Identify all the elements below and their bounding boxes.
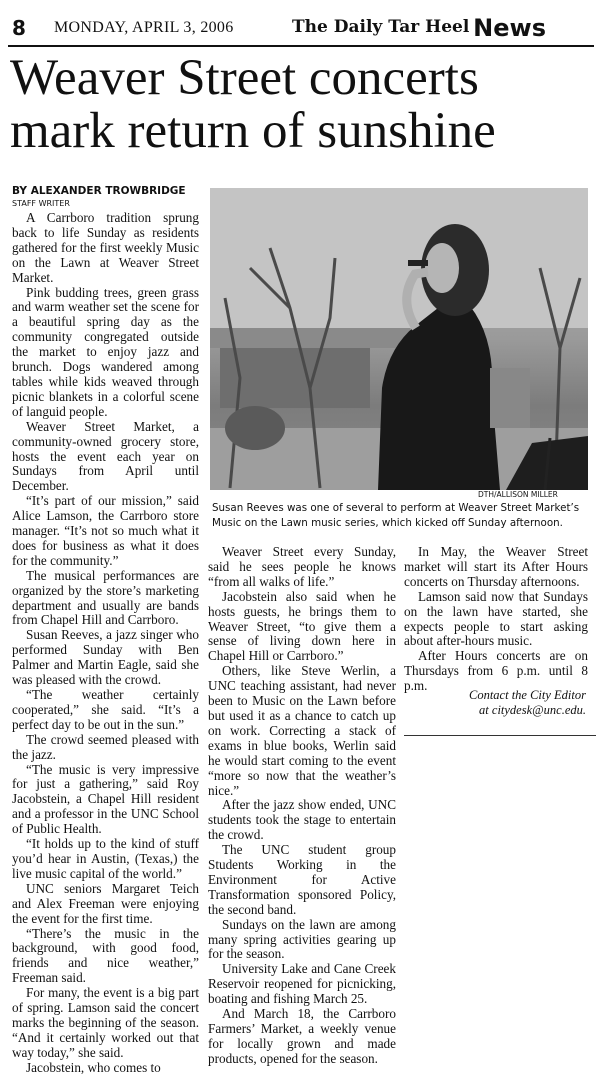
page-header [8, 14, 594, 44]
concert-photo [210, 188, 588, 490]
section-label: News [473, 14, 546, 42]
article-column-1 [12, 184, 199, 1076]
article-paragraph: “The weather certainly cooperated,” she said. “It’s a perfect day to be out in the sun.” [12, 687, 199, 732]
article-paragraph: “The music is very impressive for just a gathering,” said Roy Jacobstein, a Chapel Hill resident and a professor in the UNC School of Public Health. [12, 761, 199, 837]
article-paragraph: Pink budding trees, green grass and warm weather set the scene for a beautiful spring day as the community congregated outside the market to enjoy jazz and brunch. Dogs wandered among tables while kids weaved through picnic blankets in a colorful scene of languid people. [12, 284, 199, 419]
photo-credit: DTH/ALLISON MILLER [478, 490, 558, 499]
end-rule [404, 735, 596, 736]
article-paragraph: UNC seniors Margaret Teich and Alex Freeman were enjoying the event for the first time. [12, 880, 199, 926]
header-rule [8, 45, 594, 47]
article-column-3 [404, 545, 588, 694]
article-paragraph: Jacobstein also said when he hosts guests, he brings them to Weaver Street, “to give them a sense of living down here in Chapel Hill or Carrboro.” [208, 588, 396, 664]
article-paragraph: “There’s the music in the background, with good food, friends and nice weather,” Freeman said. [12, 925, 199, 986]
article-paragraph: A Carrboro tradition sprung back to life Sunday as residents gathered for the first weekly Music on the Lawn at Weaver Street Market. [12, 210, 199, 285]
article-paragraph: The UNC student group Students Working in the Environment for Active Transformation sponsored Policy, the second band. [208, 842, 396, 917]
contact-line-1: Contact the City Editor [468, 688, 586, 702]
page-number: 8 [12, 16, 26, 40]
article-paragraph: And March 18, the Carrboro Farmers’ Market, a weekly venue for locally grown and made products, opened for the season. [208, 1006, 396, 1066]
article-paragraph: For many, the event is a big part of spring. Lamson said the concert marks the beginning of the season. “And it certainly worked out that way today,” she said. [12, 985, 199, 1060]
article-paragraph: University Lake and Cane Creek Reservoir reopened for picnicking, boating and fishing March 25. [208, 961, 396, 1007]
byline: BY ALEXANDER TROWBRIDGE [12, 185, 186, 197]
article-paragraph: Jacobstein, who comes to [26, 1059, 161, 1075]
photo-caption: Susan Reeves was one of several to perform at Weaver Street Market’s Music on the Lawn music series, which kicked off Sunday afternoon. [212, 502, 580, 529]
article-paragraph: Lamson said now that Sundays on the lawn have started, she expects people to start asking about after-hours music. [404, 588, 588, 649]
article-paragraph: The musical performances are organized by the store’s marketing department and usually are bands from Chapel Hill and Carrboro. [12, 567, 199, 628]
article-paragraph: After the jazz show ended, UNC students took the stage to entertain the crowd. [208, 797, 396, 843]
contact-email: at citydesk@unc.edu. [479, 703, 586, 717]
article-paragraph: Others, like Steve Werlin, a UNC teaching assistant, had never been to Music on the Lawn before but used it as a chance to catch up on work. Correcting a stack of exams in blue books, Werlin said he would start coming to the event “more so now that the weather’s nice.” [208, 663, 396, 798]
contact-note [404, 688, 586, 718]
article-paragraph: In May, the Weaver Street market will start its After Hours concerts on Thursday afternoons. [404, 544, 588, 589]
masthead: The Daily Tar Heel [292, 17, 470, 37]
article-paragraph: After Hours concerts are on Thursdays from 6 p.m. until 8 p.m. [404, 648, 588, 694]
byline-title: STAFF WRITER [12, 199, 70, 208]
issue-date: MONDAY, APRIL 3, 2006 [54, 19, 234, 36]
article-paragraph: Weaver Street every Sunday, said he sees people he knows “from all walks of life.” [208, 544, 396, 589]
article-paragraph: Weaver Street Market, a community-owned grocery store, hosts the event each year on Sundays from April until December. [12, 418, 199, 494]
headline: Weaver Street concerts mark return of sunshine [10, 50, 496, 159]
article-paragraph: The crowd seemed pleased with the jazz. [12, 731, 199, 762]
photo-illustration [210, 188, 588, 490]
article-paragraph: “It holds up to the kind of stuff you’d hear in Austin, (Texas,) the live music capital of the world.” [12, 836, 199, 881]
article-paragraph: “It’s part of our mission,” said Alice Lamson, the Carrboro store manager. “It’s not so much what it does for business as what it does for the community.” [12, 493, 199, 568]
article-paragraph: Susan Reeves, a jazz singer who performed Sunday with Ben Palmer and Martin Eagle, said she was pleased with the crowd. [12, 627, 199, 688]
article-paragraph: Sundays on the lawn are among many spring activities gearing up for the season. [208, 916, 396, 962]
article-column-2 [208, 545, 396, 1067]
